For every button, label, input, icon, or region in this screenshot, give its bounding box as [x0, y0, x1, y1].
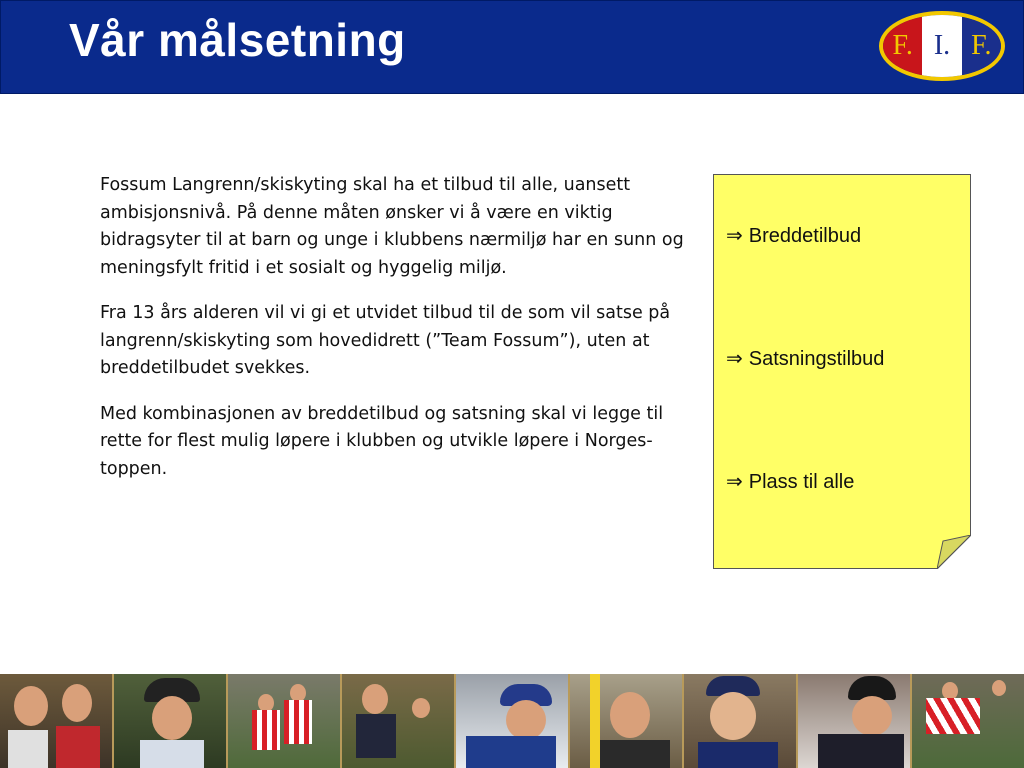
arrow-icon: ⇒ — [726, 348, 743, 370]
arrow-icon: ⇒ — [726, 471, 743, 493]
arrow-icon: ⇒ — [726, 225, 743, 247]
note-item-plass-til-alle — [726, 469, 854, 494]
body-text — [100, 172, 690, 501]
logo-letter-1: F. — [883, 15, 922, 77]
logo-letter-2: I. — [922, 15, 961, 77]
club-logo — [879, 11, 1005, 81]
paragraph-3: Med kombinasjonen av breddetilbud og satsning skal vi legge til rette for flest mulig løpere i klubben og utvikle løpere i Norges-toppen. — [100, 403, 664, 479]
photo-6 — [570, 674, 684, 768]
note-item-label: Plass til alle — [748, 471, 855, 493]
photo-3 — [228, 674, 342, 768]
photo-5 — [456, 674, 570, 768]
note-item-label: Satsningstilbud — [748, 348, 885, 370]
paragraph-2: Fra 13 års alderen vil vi gi et utvidet tilbud til de som vil satse på langrenn/skiskyting som hovedidrett (”Team Fossum”), uten at breddetilbudet svekkes. — [100, 303, 671, 378]
title-bar — [0, 0, 1024, 94]
photo-2 — [114, 674, 228, 768]
page-fold-icon — [937, 535, 971, 569]
note-item-label: Breddetilbud — [748, 225, 862, 247]
note-item-satsningstilbud — [726, 346, 884, 371]
photo-7 — [684, 674, 798, 768]
photo-strip — [0, 674, 1024, 768]
note-item-breddetilbud — [726, 223, 861, 248]
page-title: Vår målsetning — [69, 14, 406, 66]
photo-1 — [0, 674, 114, 768]
photo-9 — [912, 674, 1024, 768]
sticky-note — [713, 174, 971, 569]
photo-8 — [798, 674, 912, 768]
photo-4 — [342, 674, 456, 768]
logo-letter-3: F. — [962, 15, 1001, 77]
paragraph-1: Fossum Langrenn/skiskyting skal ha et tilbud til alle, uansett ambisjonsnivå. På denne måten ønsker vi å være en viktig bidragsyter til at barn og unge i klubbens nærmiljø har en sunn og meningsfylt fritid i et sosialt og hyggelig miljø. — [100, 175, 684, 278]
